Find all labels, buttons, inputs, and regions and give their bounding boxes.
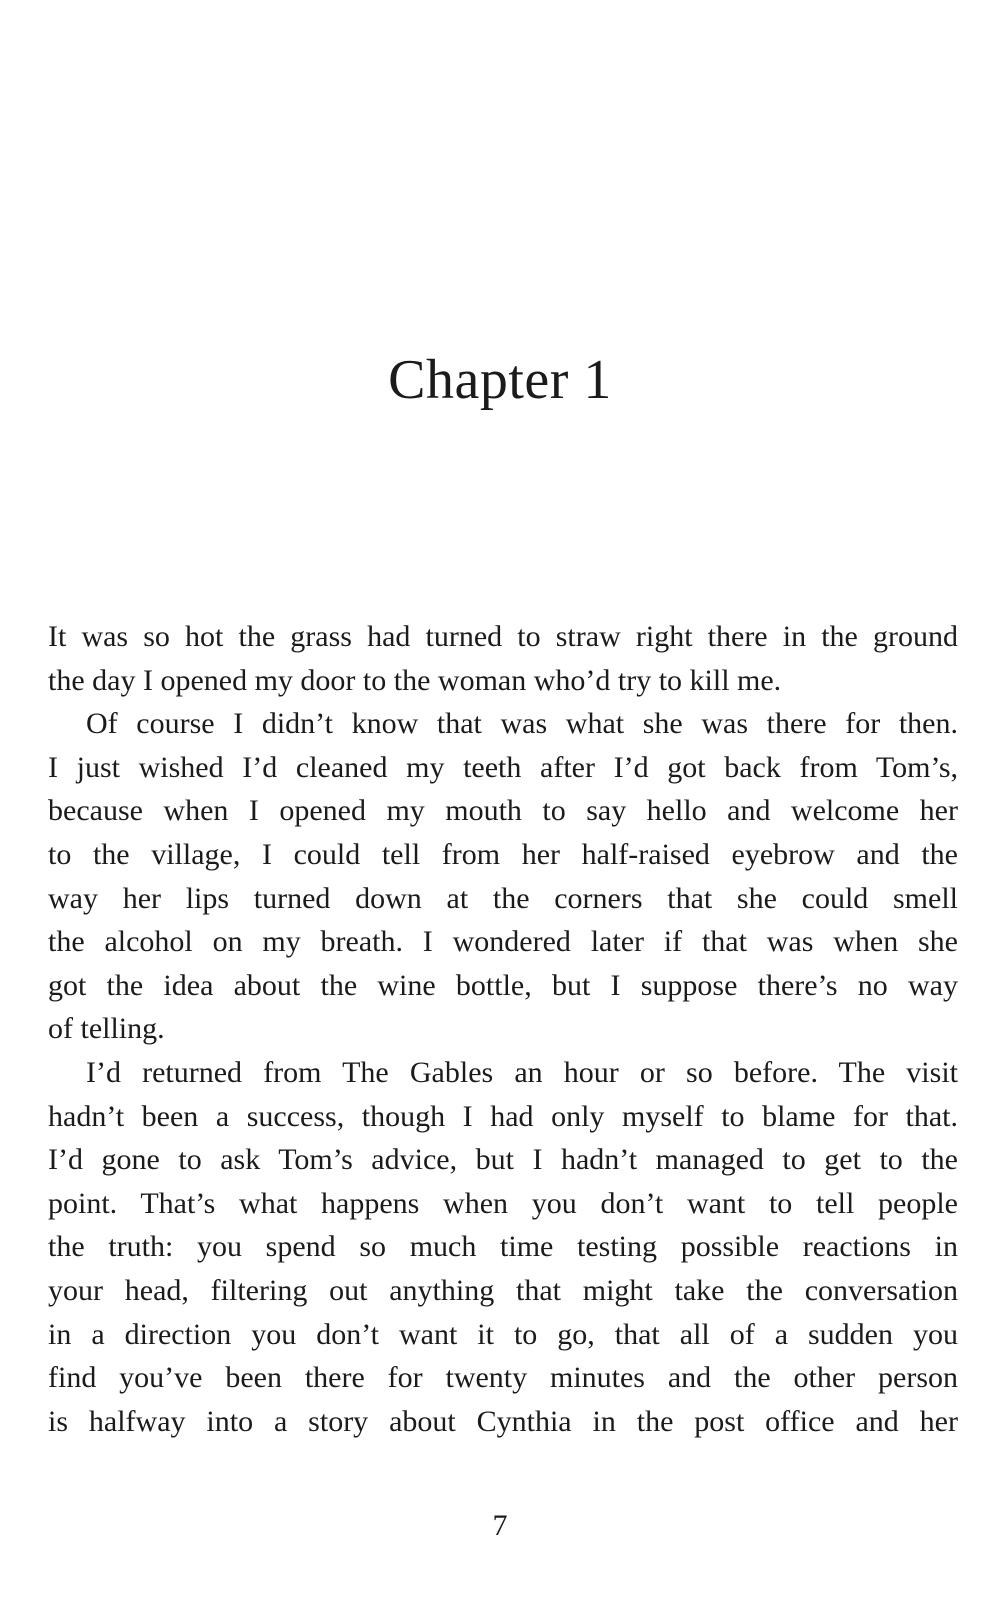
text-line: Of course I didn’t know that was what she was there for then. — [86, 707, 958, 741]
text-line: It was so hot the grass had turned to straw right there in the ground — [48, 620, 958, 653]
text-line: your head, filtering out anything that might take the conversation — [48, 1273, 958, 1307]
chapter-title: Chapter 1 — [388, 349, 612, 411]
text-line: hadn’t been a success, though I had only myself to blame for that. — [48, 1099, 958, 1133]
text-line: point. That’s what happens when you don’t want to tell people — [48, 1186, 958, 1220]
page-number: 7 — [492, 1509, 508, 1542]
text-line: of telling. — [48, 1012, 165, 1046]
text-line: the alcohol on my breath. I wondered later if that was when she — [48, 925, 958, 959]
text-line: the truth: you spend so much time testing possible reactions in — [48, 1230, 958, 1264]
text-line: the day I opened my door to the woman who’d try to kill me. — [48, 663, 782, 697]
text-line: I just wished I’d cleaned my teeth after I’d got back from Tom’s, — [48, 750, 958, 784]
text-line: I’d gone to ask Tom’s advice, but I hadn’t managed to get to the — [48, 1143, 958, 1177]
text-line: because when I opened my mouth to say hello and welcome her — [48, 794, 958, 828]
body-text — [48, 615, 958, 1443]
text-line: in a direction you don’t want it to go, that all of a sudden you — [48, 1317, 958, 1351]
text-line: way her lips turned down at the corners that she could smell — [48, 881, 958, 915]
text-line: got the idea about the wine bottle, but I suppose there’s no way — [48, 968, 958, 1002]
text-line: I’d returned from The Gables an hour or so before. The visit — [86, 1055, 958, 1089]
text-line: find you’ve been there for twenty minutes and the other person — [48, 1361, 958, 1395]
text-line: is halfway into a story about Cynthia in the post office and her — [48, 1404, 958, 1438]
text-line: to the village, I could tell from her half-raised eyebrow and the — [48, 837, 958, 871]
